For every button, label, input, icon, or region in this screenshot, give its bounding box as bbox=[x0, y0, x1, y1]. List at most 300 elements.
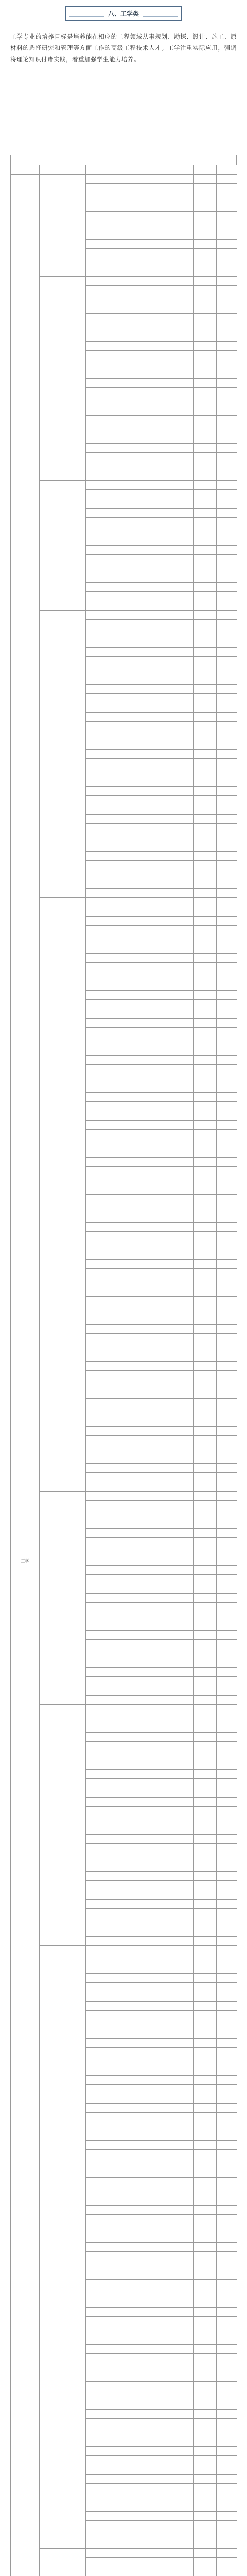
table-cell bbox=[194, 1760, 217, 1770]
table-cell bbox=[171, 2270, 194, 2280]
table-cell bbox=[217, 954, 237, 963]
table-cell bbox=[217, 1315, 237, 1325]
table-cell bbox=[217, 1649, 237, 1658]
table-cell bbox=[86, 2372, 124, 2382]
table-cell bbox=[217, 1009, 237, 1019]
table-cell bbox=[217, 1501, 237, 1510]
table-cell bbox=[86, 1566, 124, 1575]
table-cell bbox=[194, 1862, 217, 1872]
table-cell bbox=[86, 193, 124, 202]
table-cell bbox=[171, 722, 194, 731]
table-cell bbox=[217, 202, 237, 212]
table-cell bbox=[86, 1464, 124, 1473]
table-cell bbox=[194, 2113, 217, 2122]
table-cell bbox=[217, 1658, 237, 1668]
table-cell bbox=[86, 406, 124, 416]
table-row bbox=[11, 1492, 237, 1501]
table-cell bbox=[171, 360, 194, 369]
table-cell bbox=[171, 1927, 194, 1937]
table-cell bbox=[171, 2335, 194, 2345]
table-cell bbox=[124, 1556, 171, 1566]
table-cell bbox=[194, 240, 217, 249]
table-cell bbox=[217, 499, 237, 509]
table-cell bbox=[171, 824, 194, 833]
table-cell bbox=[124, 1937, 171, 1946]
table-cell bbox=[124, 2530, 171, 2539]
table-cell bbox=[194, 2076, 217, 2085]
table-cell bbox=[194, 1658, 217, 1668]
table-cell bbox=[124, 499, 171, 509]
table-cell bbox=[217, 304, 237, 314]
table-cell bbox=[217, 397, 237, 406]
table-cell bbox=[217, 611, 237, 620]
table-cell bbox=[86, 2048, 124, 2057]
table-cell bbox=[194, 889, 217, 898]
table-cell bbox=[217, 907, 237, 917]
table-cell bbox=[86, 1584, 124, 1594]
table-cell bbox=[217, 175, 237, 184]
table-cell bbox=[217, 1389, 237, 1399]
table-cell bbox=[124, 2326, 171, 2335]
table-cell bbox=[124, 444, 171, 453]
table-cell bbox=[124, 2363, 171, 2372]
table-cell bbox=[171, 2326, 194, 2335]
table-cell bbox=[86, 1556, 124, 1566]
table-cell bbox=[124, 944, 171, 954]
table-cell bbox=[86, 184, 124, 193]
table-cell bbox=[171, 1723, 194, 1733]
table-cell bbox=[217, 1816, 237, 1825]
table-cell bbox=[124, 592, 171, 601]
table-cell bbox=[217, 1751, 237, 1760]
table-cell bbox=[171, 1074, 194, 1083]
table-cell bbox=[171, 2252, 194, 2261]
table-cell bbox=[171, 471, 194, 481]
table-cell bbox=[124, 1649, 171, 1658]
table-cell bbox=[124, 1093, 171, 1102]
table-cell bbox=[124, 2354, 171, 2363]
table-cell bbox=[194, 1306, 217, 1315]
table-cell bbox=[194, 2289, 217, 2298]
table-cell bbox=[86, 1575, 124, 1584]
table-cell bbox=[194, 1250, 217, 1260]
table-cell bbox=[86, 2382, 124, 2391]
table-cell bbox=[86, 2233, 124, 2243]
table-cell bbox=[217, 2326, 237, 2335]
table-cell bbox=[171, 1352, 194, 1362]
table-cell bbox=[86, 1167, 124, 1176]
table-cell bbox=[171, 926, 194, 935]
table-cell bbox=[171, 2530, 194, 2539]
table-cell bbox=[124, 917, 171, 926]
table-cell bbox=[124, 731, 171, 740]
table-cell bbox=[124, 240, 171, 249]
table-cell bbox=[86, 917, 124, 926]
table-cell bbox=[217, 2372, 237, 2382]
table-cell bbox=[124, 184, 171, 193]
table-cell bbox=[171, 1788, 194, 1798]
table-cell bbox=[217, 1362, 237, 1371]
table-cell bbox=[171, 1065, 194, 1074]
table-cell bbox=[217, 2150, 237, 2159]
table-cell bbox=[124, 1074, 171, 1083]
table-cell bbox=[86, 2029, 124, 2039]
majors-table-wrapper bbox=[10, 155, 237, 2576]
table-cell bbox=[86, 212, 124, 221]
table-cell bbox=[86, 1287, 124, 1297]
table-cell bbox=[86, 1436, 124, 1445]
table-cell bbox=[217, 184, 237, 193]
table-cell bbox=[194, 2354, 217, 2363]
table-cell bbox=[194, 703, 217, 713]
table-cell bbox=[86, 907, 124, 917]
table-cell bbox=[217, 842, 237, 852]
table-cell bbox=[217, 2345, 237, 2354]
table-cell bbox=[171, 1287, 194, 1297]
table-cell bbox=[124, 1909, 171, 1918]
table-cell bbox=[194, 1195, 217, 1204]
table-cell bbox=[194, 954, 217, 963]
table-cell bbox=[86, 1900, 124, 1909]
major-category-cell bbox=[40, 1816, 86, 1946]
major-category-cell bbox=[40, 2549, 86, 2576]
table-cell bbox=[86, 2456, 124, 2465]
table-cell bbox=[86, 879, 124, 889]
table-cell bbox=[194, 1621, 217, 1631]
table-cell bbox=[124, 2521, 171, 2530]
table-cell bbox=[86, 2020, 124, 2029]
table-cell bbox=[124, 1612, 171, 1621]
table-cell bbox=[86, 2419, 124, 2428]
table-cell bbox=[194, 1464, 217, 1473]
table-cell bbox=[171, 2094, 194, 2104]
table-cell bbox=[86, 648, 124, 657]
table-cell bbox=[171, 2020, 194, 2029]
table-cell bbox=[124, 815, 171, 824]
table-cell bbox=[86, 1250, 124, 1260]
table-cell bbox=[194, 1519, 217, 1529]
table-cell bbox=[194, 1603, 217, 1612]
table-cell bbox=[124, 1408, 171, 1417]
table-cell bbox=[217, 286, 237, 295]
table-cell bbox=[86, 2057, 124, 2066]
table-cell bbox=[86, 1844, 124, 1853]
table-cell bbox=[86, 815, 124, 824]
table-cell bbox=[171, 2076, 194, 2085]
table-cell bbox=[171, 249, 194, 258]
table-cell bbox=[194, 369, 217, 379]
table-cell bbox=[171, 1510, 194, 1519]
table-cell bbox=[124, 2048, 171, 2057]
table-cell bbox=[86, 1269, 124, 1278]
table-cell bbox=[86, 1195, 124, 1204]
table-cell bbox=[86, 2530, 124, 2539]
table-cell bbox=[171, 1862, 194, 1872]
table-cell bbox=[194, 2206, 217, 2215]
table-cell bbox=[86, 1343, 124, 1352]
table-cell bbox=[124, 1900, 171, 1909]
table-cell bbox=[86, 1974, 124, 1983]
table-cell bbox=[217, 481, 237, 490]
table-cell bbox=[86, 2011, 124, 2020]
table-cell bbox=[194, 2178, 217, 2187]
table-cell bbox=[124, 954, 171, 963]
table-cell bbox=[124, 416, 171, 425]
table-cell bbox=[217, 2039, 237, 2048]
table-cell bbox=[194, 1204, 217, 1213]
table-cell bbox=[194, 1751, 217, 1760]
table-cell bbox=[124, 1640, 171, 1649]
table-cell bbox=[124, 2410, 171, 2419]
table-cell bbox=[124, 2104, 171, 2113]
table-cell bbox=[86, 1083, 124, 1093]
table-cell bbox=[217, 2465, 237, 2475]
table-cell bbox=[217, 1176, 237, 1185]
table-cell bbox=[124, 1232, 171, 1241]
table-cell bbox=[217, 1019, 237, 1028]
table-cell bbox=[194, 1575, 217, 1584]
table-cell bbox=[124, 481, 171, 490]
table-cell bbox=[86, 1408, 124, 1417]
table-cell bbox=[86, 425, 124, 434]
table-cell bbox=[217, 1714, 237, 1723]
table-cell bbox=[124, 2029, 171, 2039]
table-cell bbox=[171, 314, 194, 323]
table-cell bbox=[217, 2131, 237, 2141]
table-cell bbox=[124, 2131, 171, 2141]
table-cell bbox=[171, 1955, 194, 1964]
table-cell bbox=[171, 1000, 194, 1009]
table-cell bbox=[217, 787, 237, 796]
table-cell bbox=[124, 202, 171, 212]
table-cell bbox=[86, 926, 124, 935]
table-cell bbox=[124, 1584, 171, 1594]
table-cell bbox=[217, 1964, 237, 1974]
table-cell bbox=[217, 1621, 237, 1631]
table-cell bbox=[124, 2308, 171, 2317]
table-cell bbox=[124, 2076, 171, 2085]
table-cell bbox=[86, 592, 124, 601]
table-cell bbox=[86, 2345, 124, 2354]
table-cell bbox=[171, 2039, 194, 2048]
table-cell bbox=[124, 2280, 171, 2289]
table-cell bbox=[171, 527, 194, 536]
table-cell bbox=[194, 2215, 217, 2224]
table-cell bbox=[217, 230, 237, 240]
table-cell bbox=[86, 1056, 124, 1065]
table-cell bbox=[217, 258, 237, 267]
table-cell bbox=[194, 1046, 217, 1056]
table-cell bbox=[124, 2215, 171, 2224]
table-cell bbox=[124, 1872, 171, 1881]
table-cell bbox=[194, 583, 217, 592]
table-cell bbox=[217, 2484, 237, 2493]
table-cell bbox=[217, 518, 237, 527]
table-cell bbox=[124, 907, 171, 917]
table-cell bbox=[171, 2187, 194, 2196]
table-cell bbox=[194, 2029, 217, 2039]
table-cell bbox=[171, 1964, 194, 1974]
table-header-cell bbox=[171, 165, 194, 175]
table-cell bbox=[124, 722, 171, 731]
table-cell bbox=[171, 1176, 194, 1185]
table-cell bbox=[194, 1649, 217, 1658]
table-cell bbox=[217, 388, 237, 397]
table-cell bbox=[217, 1056, 237, 1065]
table-cell bbox=[171, 1733, 194, 1742]
table-cell bbox=[194, 2317, 217, 2326]
table-cell bbox=[171, 954, 194, 963]
table-cell bbox=[86, 2289, 124, 2298]
table-cell bbox=[194, 592, 217, 601]
table-cell bbox=[124, 342, 171, 351]
table-cell bbox=[86, 898, 124, 907]
table-row bbox=[11, 1946, 237, 1955]
table-cell bbox=[194, 2298, 217, 2308]
table-cell bbox=[194, 1835, 217, 1844]
table-cell bbox=[171, 1621, 194, 1631]
table-cell bbox=[194, 2233, 217, 2243]
table-cell bbox=[217, 2085, 237, 2094]
table-cell bbox=[86, 499, 124, 509]
table-cell bbox=[194, 2410, 217, 2419]
table-cell bbox=[124, 1102, 171, 1111]
table-cell bbox=[124, 1964, 171, 1974]
table-cell bbox=[86, 1315, 124, 1325]
table-cell bbox=[86, 731, 124, 740]
major-category-cell bbox=[40, 1278, 86, 1389]
table-cell bbox=[124, 2057, 171, 2066]
table-cell bbox=[171, 1250, 194, 1260]
table-cell bbox=[217, 1278, 237, 1287]
table-cell bbox=[194, 1872, 217, 1881]
table-cell bbox=[86, 1260, 124, 1269]
table-cell bbox=[217, 1825, 237, 1835]
table-cell bbox=[194, 1733, 217, 1742]
table-cell bbox=[194, 750, 217, 759]
table-cell bbox=[124, 1250, 171, 1260]
table-cell bbox=[124, 889, 171, 898]
table-cell bbox=[124, 1315, 171, 1325]
table-cell bbox=[124, 2233, 171, 2243]
table-cell bbox=[171, 2011, 194, 2020]
table-cell bbox=[86, 2159, 124, 2168]
table-cell bbox=[86, 713, 124, 722]
table-cell bbox=[86, 1816, 124, 1825]
table-cell bbox=[171, 1139, 194, 1148]
table-cell bbox=[171, 703, 194, 713]
table-cell bbox=[194, 972, 217, 981]
table-cell bbox=[194, 1056, 217, 1065]
major-category-cell bbox=[40, 1148, 86, 1278]
table-cell bbox=[194, 1037, 217, 1046]
table-cell bbox=[217, 1343, 237, 1352]
table-cell bbox=[217, 360, 237, 369]
table-cell bbox=[217, 1380, 237, 1389]
table-cell bbox=[217, 240, 237, 249]
table-cell bbox=[217, 1844, 237, 1853]
table-row bbox=[11, 2549, 237, 2558]
table-cell bbox=[217, 2178, 237, 2187]
table-cell bbox=[171, 2493, 194, 2502]
table-cell bbox=[194, 2372, 217, 2382]
table-cell bbox=[171, 1529, 194, 1538]
table-cell bbox=[124, 2456, 171, 2465]
table-cell bbox=[171, 1121, 194, 1130]
table-cell bbox=[171, 1844, 194, 1853]
table-cell bbox=[124, 434, 171, 444]
table-cell bbox=[171, 481, 194, 490]
table-cell bbox=[217, 1482, 237, 1492]
table-cell bbox=[217, 750, 237, 759]
table-cell bbox=[217, 1631, 237, 1640]
table-cell bbox=[217, 1937, 237, 1946]
table-cell bbox=[171, 406, 194, 416]
table-cell bbox=[194, 2252, 217, 2261]
table-cell bbox=[124, 1798, 171, 1807]
table-cell bbox=[171, 2363, 194, 2372]
table-cell bbox=[217, 1111, 237, 1121]
table-cell bbox=[217, 1167, 237, 1176]
table-cell bbox=[217, 935, 237, 944]
table-cell bbox=[86, 286, 124, 295]
table-cell bbox=[217, 981, 237, 991]
table-cell bbox=[171, 740, 194, 750]
table-cell bbox=[86, 861, 124, 870]
table-cell bbox=[86, 323, 124, 332]
table-cell bbox=[86, 2168, 124, 2178]
table-cell bbox=[171, 2029, 194, 2039]
table-cell bbox=[171, 2122, 194, 2131]
table-cell bbox=[86, 1862, 124, 1872]
table-cell bbox=[86, 444, 124, 453]
table-cell bbox=[124, 527, 171, 536]
table-cell bbox=[86, 564, 124, 573]
table-cell bbox=[194, 1445, 217, 1454]
table-cell bbox=[124, 369, 171, 379]
table-cell bbox=[194, 601, 217, 611]
table-cell bbox=[124, 2002, 171, 2011]
table-cell bbox=[171, 796, 194, 805]
table-cell bbox=[217, 527, 237, 536]
table-cell bbox=[171, 332, 194, 342]
table-cell bbox=[217, 1139, 237, 1148]
table-cell bbox=[217, 2549, 237, 2558]
table-cell bbox=[194, 536, 217, 546]
table-cell bbox=[171, 1696, 194, 1705]
table-cell bbox=[171, 2085, 194, 2094]
table-cell bbox=[86, 240, 124, 249]
table-cell bbox=[217, 991, 237, 1000]
table-cell bbox=[124, 1751, 171, 1760]
table-cell bbox=[217, 1529, 237, 1538]
table-cell bbox=[194, 2484, 217, 2493]
table-cell bbox=[124, 1399, 171, 1408]
table-cell bbox=[194, 518, 217, 527]
table-cell bbox=[124, 1389, 171, 1399]
table-cell bbox=[124, 694, 171, 703]
table-row bbox=[11, 2224, 237, 2233]
table-cell bbox=[171, 1102, 194, 1111]
table-cell bbox=[194, 870, 217, 879]
table-cell bbox=[194, 1501, 217, 1510]
table-cell bbox=[217, 1705, 237, 1714]
table-cell bbox=[124, 2317, 171, 2326]
table-cell bbox=[217, 1881, 237, 1890]
table-cell bbox=[217, 1046, 237, 1056]
table-cell bbox=[194, 1538, 217, 1547]
table-cell bbox=[86, 1733, 124, 1742]
